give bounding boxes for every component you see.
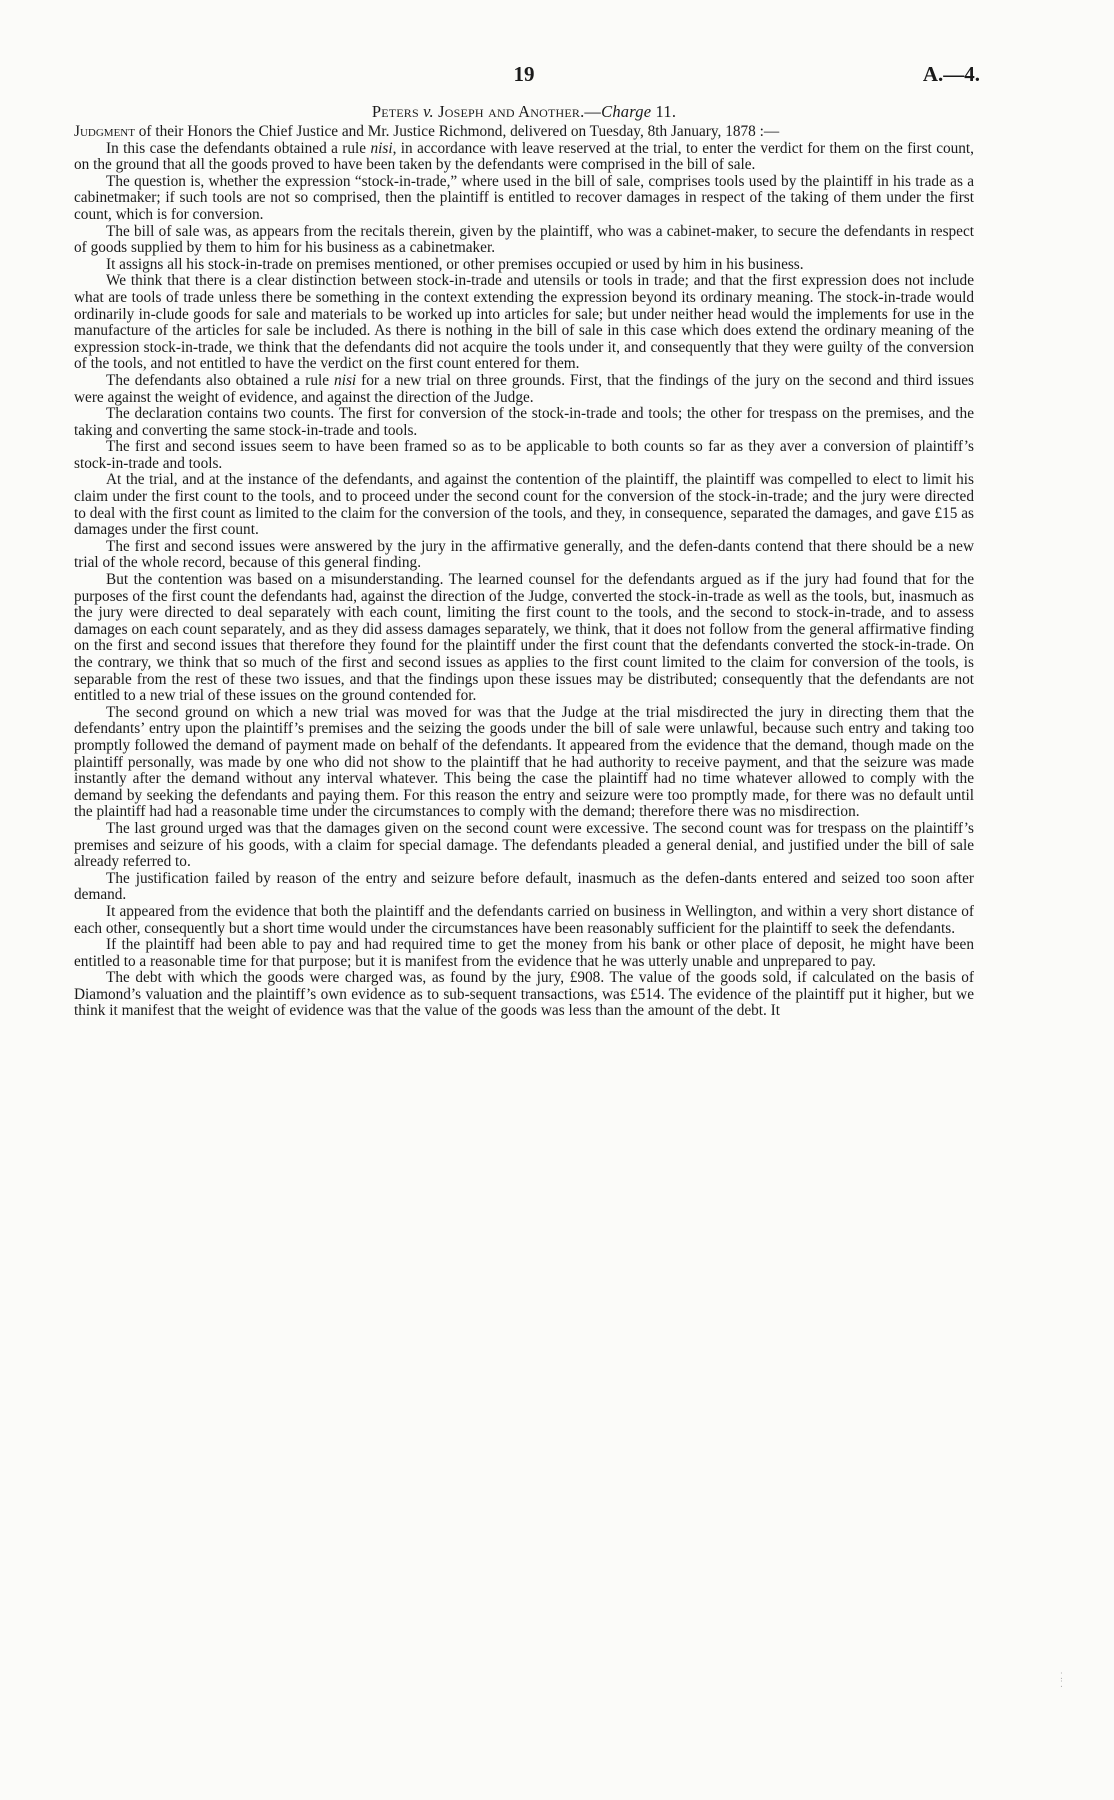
paragraph bbox=[74, 124, 974, 141]
paragraph-text: The defendants also obtained a rule bbox=[106, 371, 335, 389]
paragraph-text: The debt with which the goods were charged was, as found by the jury, £908. The value of the goods sold, if calculated on the basis of Diamond’s valuation and the plaintiff’s own evidence as to sub-sequent transactions, was £514. The evidence of the plaintiff put it higher, but we think it manifest that the weight of evidence was that the value of the goods was less than the amount of the debt. It bbox=[74, 969, 974, 1020]
paragraph-text: nisi bbox=[370, 139, 393, 157]
paragraph bbox=[74, 257, 974, 274]
case-charge-label: Charge bbox=[601, 102, 652, 121]
paragraph-text: In this case the defendants obtained a rule bbox=[106, 139, 371, 157]
paragraph bbox=[74, 373, 974, 406]
paragraph-text: The first and second issues were answered by the jury in the affirmative generally, and the defen-dants contend that there should be a new trial of the whole record, because of this general finding. bbox=[74, 537, 974, 572]
paragraph bbox=[74, 705, 974, 821]
paragraph bbox=[74, 937, 974, 970]
paragraph bbox=[74, 472, 974, 538]
paragraph-text: At the trial, and at the instance of the defendants, and against the contention of the plaintiff, the plaintiff was compelled to elect to limit his claim under the first count to the tools, and to proceed under the second count for the conversion of the stock-in-trade; and the jury were directed to deal with the first count as limited to the claim for the conversion of the tools, and they, in consequence, separated the damages, and gave £15 as damages under the first count. bbox=[74, 471, 974, 539]
case-plaintiff: Peters bbox=[371, 102, 419, 121]
paragraph-text: If the plaintiff had been able to pay and had required time to get the money from his bank or other place of deposit, he might have been entitled to a reasonable time for that purpose; but it is manifest from the evidence that he was utterly unable and unprepared to pay. bbox=[74, 936, 974, 970]
paragraph bbox=[74, 821, 974, 871]
paragraph-text: The bill of sale was, as appears from the recitals therein, given by the plaintiff, who was a cabinet-maker, to secure the defendants in respect of goods supplied by them to him for his business as a cabinetmaker. bbox=[74, 222, 974, 257]
paragraph-text: It appeared from the evidence that both the plaintiff and the defendants carried on business in Wellington, and within a very short distance of each other, consequently but a short time would under the circumstances have been reasonably sufficient for the plaintiff to seek the defendants. bbox=[74, 902, 974, 937]
case-charge-number: 11. bbox=[651, 102, 677, 121]
judgment-body bbox=[74, 124, 974, 1020]
paragraph bbox=[74, 174, 974, 224]
paragraph bbox=[74, 572, 974, 705]
paragraph-text: nisi bbox=[334, 371, 357, 389]
document-page bbox=[74, 62, 980, 1020]
case-defendants: Joseph and Another. bbox=[438, 102, 585, 121]
paragraph-text: The justification failed by reason of the entry and seizure before default, inasmuch as the defen-dants entered and seized too soon after demand. bbox=[74, 869, 974, 904]
paragraph bbox=[74, 141, 974, 174]
paragraph-text: The second ground on which a new trial was moved for was that the Judge at the trial misdirected the jury in directing them that the defendants’ entry upon the plaintiff’s premises and the seizing the goods under the bill of sale were unlawful, because such entry and taking too promptly followed the demand of payment made on behalf of the defendants. It appeared from the evidence that the demand, though made on the plaintiff personally, was made by one who did not show to the plaintiff that he had authority to receive payment, and that the seizure was made instantly after the demand without any interval whatever. This being the case the plaintiff had no time whatever allowed to comply with the demand by seeking the defendants and paying them. For this reason the entry and seizure were too promptly made, for there was no default until the plaintiff had had a reasonable time under the circumstances to comply with the demand; therefore there was no misdirection. bbox=[74, 703, 974, 821]
paragraph bbox=[74, 406, 974, 439]
paragraph bbox=[74, 439, 974, 472]
paragraph bbox=[74, 273, 974, 373]
paragraph-text: The last ground urged was that the damages given on the second count were excessive. The second count was for trespass on the plaintiff’s premises and seizure of his goods, with a claim for special damage. The defendants pleaded a general denial, and justified under the bill of sale already referred to. bbox=[74, 819, 974, 871]
paragraph-text: But the contention was based on a misunderstanding. The learned counsel for the defendants argued as if the jury had found that for the purposes of the first count the defendants had, against the direction of the Judge, converted the stock-in-trade as well as the tools, but, inasmuch as the jury were directed to deal separately with each count, limiting the first count to the tools, and the second to stock-in-trade, and to assess damages on each count separately, and as they did assess damages separately, we think, that it does not follow from the general affirmative finding on the first and second issues that therefore they found for the plaintiff under the first count that the defendants converted the stock-in-trade. On the contrary, we think that so much of the first and second issues as applies to the first count limited to the claim for conversion of the tools, is separable from the rest of these two issues, and that the findings upon these issues may be distributed; consequently that the defendants are not entitled to a new trial of these issues on the ground contended for. bbox=[74, 571, 974, 705]
paragraph bbox=[74, 871, 974, 904]
margin-mark: ⁚ ⁚ bbox=[1060, 1671, 1063, 1689]
paragraph-text: The first and second issues seem to have been framed so as to be applicable to both counts so far as they aver a conversion of plaintiff’s stock-in-trade and tools. bbox=[74, 438, 974, 472]
series-reference: A.—4. bbox=[922, 62, 980, 86]
case-title bbox=[74, 102, 974, 122]
page-header bbox=[74, 62, 980, 98]
paragraph bbox=[74, 539, 974, 572]
paragraph bbox=[74, 970, 974, 1020]
paragraph-text: Judgment bbox=[74, 123, 135, 140]
paragraph bbox=[74, 904, 974, 937]
paragraph-text: The question is, whether the expression “stock-in-trade,” where used in the bill of sale, comprises tools used by the plaintiff in his trade as a cabinetmaker; if such tools are not so comprised, then the plaintiff is entitled to recover damages in respect of the taking of them under the first count, which is for conversion. bbox=[74, 172, 974, 223]
case-dash: — bbox=[584, 102, 602, 121]
paragraph-text: It assigns all his stock-in-trade on premises mentioned, or other premises occupied or used by him in his business. bbox=[106, 255, 804, 273]
paragraph bbox=[74, 224, 974, 257]
page-number: 19 bbox=[513, 62, 535, 86]
paragraph-text: of their Honors the Chief Justice and Mr. Justice Richmond, delivered on Tuesday, 8th January, 1878 :— bbox=[134, 123, 780, 140]
paragraph-text: The declaration contains two counts. The first for conversion of the stock-in-trade and tools; the other for trespass on the premises, and the taking and converting the same stock-in-trade and tools. bbox=[74, 405, 974, 439]
paragraph-text: , in accordance with leave reserved at the trial, to enter the verdict for them on the first count, on the ground that all the goods proved to have been taken by the defendants were comprised in the bill of sale. bbox=[74, 139, 974, 174]
case-versus: v. bbox=[418, 102, 439, 121]
paragraph-text: We think that there is a clear distinction between stock-in-trade and utensils or tools in trade; and that the first expression does not include what are tools of trade unless there be something in the context extending the expression beyond its ordinary meaning. The stock-in-trade would ordinarily in-clude goods for sale and materials to be worked up into articles for sale; but under neither head would the implements for use in the manufacture of the articles for sale be included. As there is nothing in the bill of sale in this case which does extend the ordinary meaning of the expression stock-in-trade, we think that the defendants did not acquire the tools under it, and consequently that they were guilty of the conversion of the tools, and not entitled to have the verdict on the first count entered for them. bbox=[74, 272, 974, 373]
paragraph-text: for a new trial on three grounds. First, that the findings of the jury on the second and third issues were against the weight of evidence, and against the direction of the Judge. bbox=[74, 371, 974, 406]
